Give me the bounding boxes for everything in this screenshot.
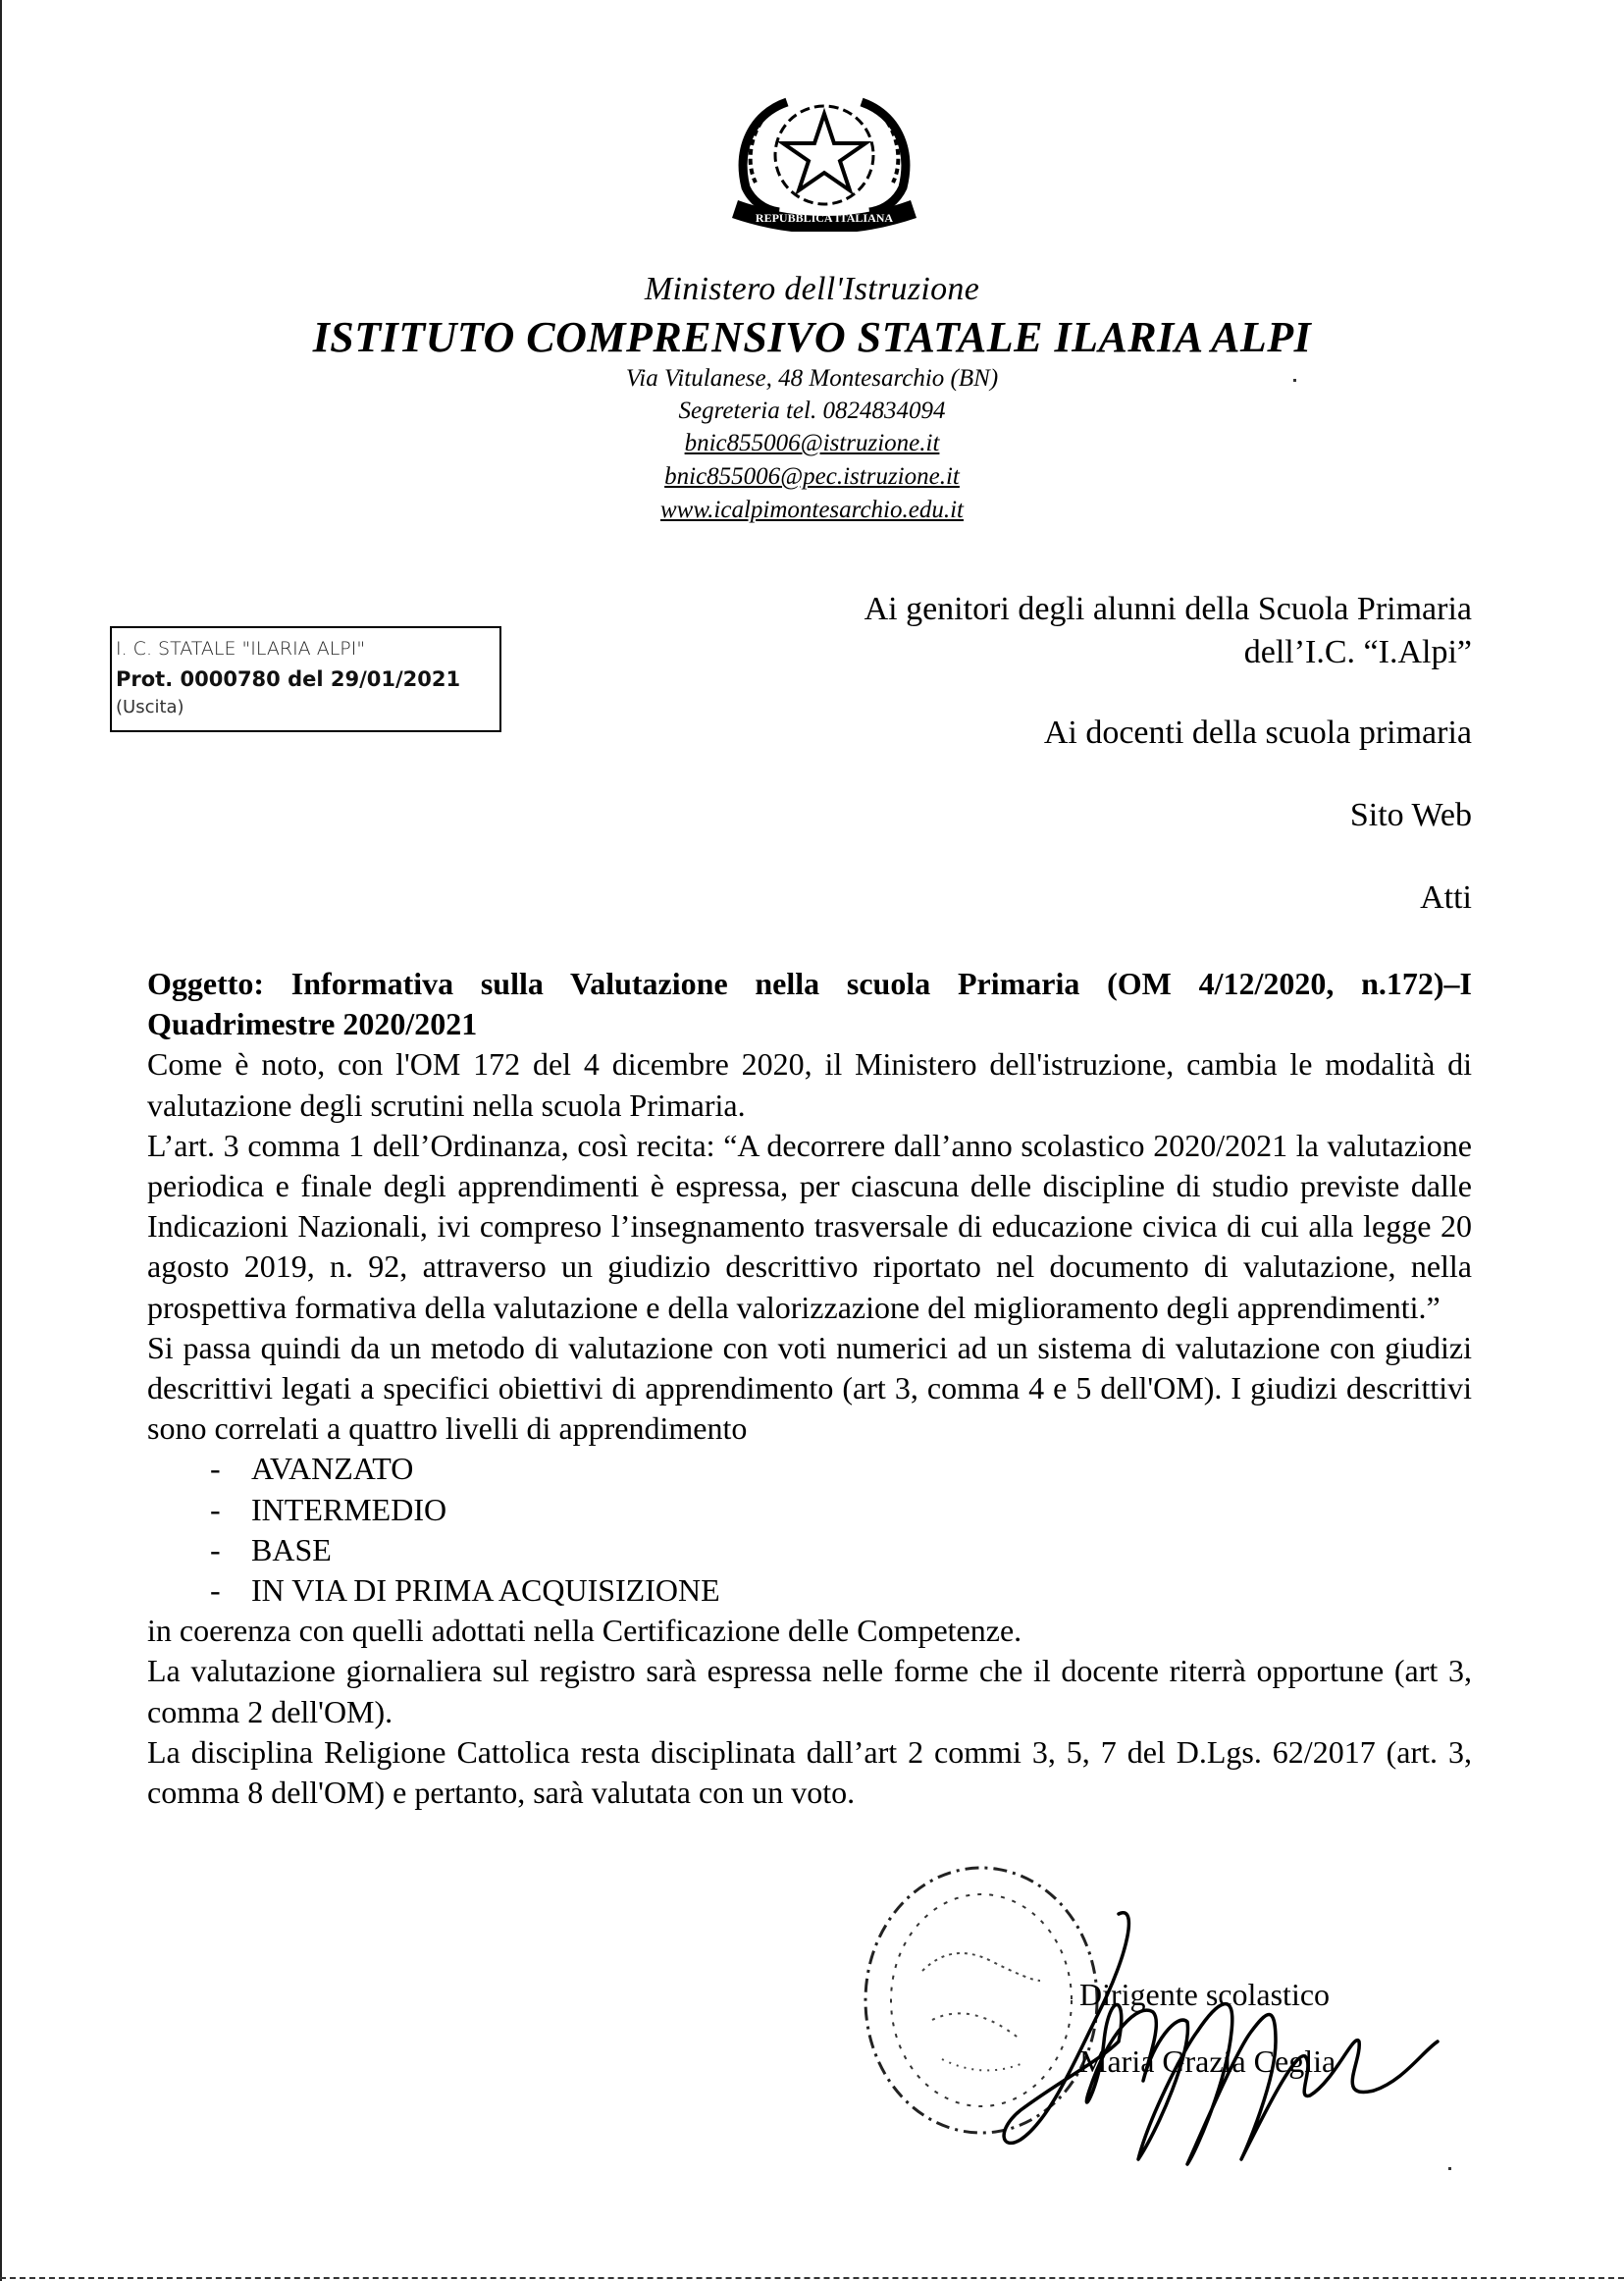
recipient-website: Sito Web xyxy=(1349,797,1472,833)
recipient-parents: Ai genitori degli alunni della Scuola Primaria xyxy=(864,591,1472,627)
recipient-parents-school: dell’I.C. “I.Alpi” xyxy=(1243,634,1472,670)
paragraph-ordinance-quote: L’art. 3 comma 1 dell’Ordinanza, così recita: “A decorrere dall’anno scolastico 2020/2021 la valutazione periodica e finale degli apprendimenti è espressa, per ciascuna delle discipline di studio previste dalle Indicazioni Nazionali, ivi compreso l’insegnamento trasversale di educazione civica di cui alla legge 20 agosto 2019, n. 92, attraverso un giudizio descrittivo riportato nel documento di valutazione, nella prospettiva formativa della valutazione e della valorizzazione del miglioramento degli apprendimenti.” xyxy=(147,1127,1472,1325)
protocol-stamp xyxy=(110,626,501,732)
emblem-banner-text: REPUBBLICA ITALIANA xyxy=(755,211,894,225)
ministry-name: Ministero dell'Istruzione xyxy=(644,271,980,307)
paragraph-intro: Come è noto, con l'OM 172 del 4 dicembre 2020, il Ministero dell'istruzione, cambia le modalità di valutazione degli scrutini nella scuola Primaria. xyxy=(147,1046,1472,1123)
signer-name: Maria Grazia Ceglia xyxy=(1079,2043,1336,2079)
institute-pec-link[interactable]: bnic855006@pec.istruzione.it xyxy=(664,463,960,490)
paragraph-coherence: in coerenza con quelli adottati nella Certificazione delle Competenze. xyxy=(147,1613,1022,1649)
signer-role: Dirigente scolastico xyxy=(1079,1977,1331,2012)
subject-line: Oggetto: Informativa sulla Valutazione nella scuola Primaria (OM 4/12/2020, n.172)–I Quadrimestre 2020/2021 xyxy=(147,966,1472,1042)
stamp-direction: (Uscita) xyxy=(116,697,184,717)
scan-speck xyxy=(1293,379,1296,382)
learning-levels-list xyxy=(147,1449,1472,1611)
paragraph-religion: La disciplina Religione Cattolica resta disciplinata dall’art 2 commi 3, 5, 7 del D.Lgs. 62/2017 (art. 3, comma 8 dell'OM) e pertanto, sarà valutata con un voto. xyxy=(147,1733,1472,1811)
letter-body xyxy=(147,964,1472,1813)
stamp-protocol-number: Prot. 0000780 del 29/01/2021 xyxy=(116,667,461,691)
handwritten-signature-icon xyxy=(981,1894,1442,2169)
scan-border-bottom xyxy=(0,2277,1624,2281)
institute-name: ISTITUTO COMPRENSIVO STATALE ILARIA ALPI xyxy=(312,313,1312,361)
stamp-institute: I. C. STATALE "ILARIA ALPI" xyxy=(116,638,366,660)
recipient-teachers: Ai docenti della scuola primaria xyxy=(1043,715,1472,751)
institute-phone: Segreteria tel. 0824834094 xyxy=(678,398,946,424)
institute-address: Via Vitulanese, 48 Montesarchio (BN) xyxy=(625,365,999,392)
paragraph-daily-evaluation: La valutazione giornaliera sul registro sarà espressa nelle forme che il docente riterrà opportune (art 3, comma 2 dell'OM). xyxy=(147,1653,1472,1729)
institute-website-link[interactable]: www.icalpimontesarchio.edu.it xyxy=(659,497,964,523)
italian-republic-emblem-icon xyxy=(728,84,920,232)
level-item: - IN VIA DI PRIMA ACQUISIZIONE xyxy=(210,1570,1472,1611)
level-item: - INTERMEDIO xyxy=(210,1490,1472,1530)
recipient-records: Atti xyxy=(1420,879,1472,916)
level-item: - BASE xyxy=(210,1530,1472,1570)
level-item: - AVANZATO xyxy=(210,1449,1472,1489)
scan-speck xyxy=(1448,2167,1451,2170)
institute-email-link[interactable]: bnic855006@istruzione.it xyxy=(684,430,940,456)
paragraph-method-change: Si passa quindi da un metodo di valutazione con voti numerici ad un sistema di valutazione con giudizi descrittivi legati a specifici obiettivi di apprendimento (art 3, comma 4 e 5 dell'OM). I giudizi descrittivi sono correlati a quattro livelli di apprendimento xyxy=(147,1329,1472,1447)
